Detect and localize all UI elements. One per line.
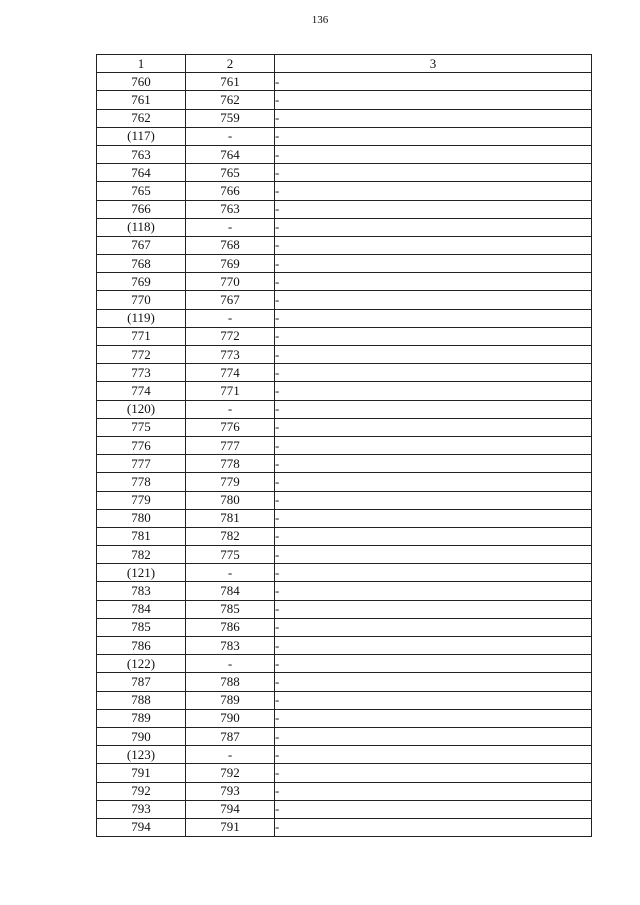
table-cell-col3: -	[275, 255, 592, 273]
table-cell-col1: 763	[97, 145, 186, 163]
table-cell-col3: -	[275, 218, 592, 236]
table-cell-col1: 779	[97, 491, 186, 509]
table-cell-col3: -	[275, 109, 592, 127]
table-cell-col1: 762	[97, 109, 186, 127]
table-cell-col2: 780	[186, 491, 275, 509]
table-cell-col1: 775	[97, 418, 186, 436]
table-cell-col2: 772	[186, 327, 275, 345]
table-cell-col1: 776	[97, 436, 186, 454]
table-cell-col1: (117)	[97, 127, 186, 145]
table-cell-col3: -	[275, 309, 592, 327]
table-cell-col2: 792	[186, 764, 275, 782]
table-cell-col1: 760	[97, 73, 186, 91]
table-cell-col1: 773	[97, 364, 186, 382]
table-cell-col1: 764	[97, 164, 186, 182]
table-cell-col1: (120)	[97, 400, 186, 418]
table-cell-col2: -	[186, 218, 275, 236]
table-row	[97, 455, 592, 473]
table-cell-col2: 769	[186, 255, 275, 273]
table-cell-col2: -	[186, 309, 275, 327]
table-cell-col3: -	[275, 145, 592, 163]
table-cell-col3: -	[275, 546, 592, 564]
table-row	[97, 218, 592, 236]
table-cell-col3: -	[275, 346, 592, 364]
table-cell-col3: -	[275, 673, 592, 691]
table-row	[97, 346, 592, 364]
table-row	[97, 655, 592, 673]
table-cell-col3: -	[275, 709, 592, 727]
table-cell-col1: 777	[97, 455, 186, 473]
table-row	[97, 273, 592, 291]
data-table	[96, 54, 592, 837]
table-cell-col2: -	[186, 400, 275, 418]
table-cell-col1: 774	[97, 382, 186, 400]
column-header-2: 2	[186, 55, 275, 73]
table-cell-col1: 789	[97, 709, 186, 727]
table-row	[97, 164, 592, 182]
table-cell-col2: 782	[186, 527, 275, 545]
table-cell-col1: (123)	[97, 746, 186, 764]
table-cell-col2: 789	[186, 691, 275, 709]
table-cell-col1: 766	[97, 200, 186, 218]
table-cell-col2: 784	[186, 582, 275, 600]
table-cell-col1: 783	[97, 582, 186, 600]
table-cell-col2: 762	[186, 91, 275, 109]
table-cell-col3: -	[275, 582, 592, 600]
table-cell-col2: 759	[186, 109, 275, 127]
table-cell-col3: -	[275, 655, 592, 673]
table-cell-col2: -	[186, 127, 275, 145]
table-row	[97, 145, 592, 163]
table-cell-col1: 765	[97, 182, 186, 200]
table-row	[97, 691, 592, 709]
table-row	[97, 709, 592, 727]
table-cell-col2: 779	[186, 473, 275, 491]
table-cell-col2: 767	[186, 291, 275, 309]
table-cell-col2: 776	[186, 418, 275, 436]
table-cell-col2: 786	[186, 618, 275, 636]
column-header-1: 1	[97, 55, 186, 73]
table-cell-col1: 781	[97, 527, 186, 545]
table-cell-col3: -	[275, 527, 592, 545]
table-cell-col2: 791	[186, 818, 275, 836]
table-cell-col1: 768	[97, 255, 186, 273]
table-cell-col1: 786	[97, 637, 186, 655]
table-cell-col3: -	[275, 746, 592, 764]
table-cell-col2: 761	[186, 73, 275, 91]
table-cell-col3: -	[275, 455, 592, 473]
table-row	[97, 818, 592, 836]
table-cell-col2: 775	[186, 546, 275, 564]
table-row	[97, 291, 592, 309]
table-cell-col1: (122)	[97, 655, 186, 673]
table-cell-col3: -	[275, 200, 592, 218]
table-row	[97, 127, 592, 145]
table-cell-col3: -	[275, 637, 592, 655]
table-cell-col3: -	[275, 364, 592, 382]
table-cell-col2: 768	[186, 236, 275, 254]
table-row	[97, 200, 592, 218]
table-row	[97, 327, 592, 345]
table-row	[97, 673, 592, 691]
table-cell-col3: -	[275, 291, 592, 309]
table-cell-col2: 793	[186, 782, 275, 800]
page-number: 136	[311, 14, 329, 26]
table-cell-col2: 788	[186, 673, 275, 691]
table-cell-col1: 770	[97, 291, 186, 309]
table-row	[97, 637, 592, 655]
table-row	[97, 364, 592, 382]
table-row	[97, 509, 592, 527]
table-cell-col1: 771	[97, 327, 186, 345]
table-row	[97, 727, 592, 745]
table-cell-col3: -	[275, 73, 592, 91]
table-row	[97, 527, 592, 545]
table-cell-col2: 766	[186, 182, 275, 200]
table-row	[97, 255, 592, 273]
table-cell-col2: 777	[186, 436, 275, 454]
table-cell-col3: -	[275, 473, 592, 491]
table-row	[97, 582, 592, 600]
table-row	[97, 564, 592, 582]
table-cell-col3: -	[275, 418, 592, 436]
table-row	[97, 309, 592, 327]
table-cell-col1: (119)	[97, 309, 186, 327]
table-row	[97, 618, 592, 636]
table-cell-col2: 765	[186, 164, 275, 182]
table-cell-col1: 793	[97, 800, 186, 818]
table-row	[97, 491, 592, 509]
table-row	[97, 800, 592, 818]
table-row	[97, 418, 592, 436]
table-row	[97, 73, 592, 91]
table-cell-col2: 785	[186, 600, 275, 618]
table-cell-col1: 785	[97, 618, 186, 636]
table-cell-col3: -	[275, 800, 592, 818]
table-row	[97, 182, 592, 200]
table-cell-col1: 787	[97, 673, 186, 691]
table-cell-col3: -	[275, 400, 592, 418]
table-cell-col3: -	[275, 182, 592, 200]
table-cell-col3: -	[275, 127, 592, 145]
table-cell-col3: -	[275, 564, 592, 582]
table-cell-col2: 764	[186, 145, 275, 163]
column-header-3: 3	[275, 55, 592, 73]
table-row	[97, 764, 592, 782]
table-row	[97, 91, 592, 109]
table-cell-col2: 790	[186, 709, 275, 727]
table-row	[97, 382, 592, 400]
table-cell-col1: 791	[97, 764, 186, 782]
table-cell-col1: 778	[97, 473, 186, 491]
table-cell-col2: 773	[186, 346, 275, 364]
table-cell-col2: 787	[186, 727, 275, 745]
table-cell-col3: -	[275, 600, 592, 618]
table-cell-col3: -	[275, 691, 592, 709]
table-row	[97, 400, 592, 418]
table-body	[97, 73, 592, 837]
table-cell-col2: -	[186, 564, 275, 582]
table-cell-col3: -	[275, 818, 592, 836]
table-cell-col3: -	[275, 727, 592, 745]
table-cell-col2: 771	[186, 382, 275, 400]
table-cell-col1: 782	[97, 546, 186, 564]
table-cell-col3: -	[275, 618, 592, 636]
table-cell-col1: 769	[97, 273, 186, 291]
table-cell-col1: (118)	[97, 218, 186, 236]
table-cell-col1: 772	[97, 346, 186, 364]
table-cell-col3: -	[275, 91, 592, 109]
table-cell-col3: -	[275, 273, 592, 291]
table-cell-col3: -	[275, 491, 592, 509]
table-cell-col2: 763	[186, 200, 275, 218]
table-cell-col2: -	[186, 655, 275, 673]
table-row	[97, 600, 592, 618]
table-cell-col1: 767	[97, 236, 186, 254]
table-row	[97, 473, 592, 491]
table-cell-col3: -	[275, 236, 592, 254]
table-cell-col1: 784	[97, 600, 186, 618]
table-cell-col2: 778	[186, 455, 275, 473]
table-cell-col3: -	[275, 782, 592, 800]
table-cell-col3: -	[275, 382, 592, 400]
table-cell-col3: -	[275, 764, 592, 782]
table-cell-col3: -	[275, 436, 592, 454]
table-row	[97, 746, 592, 764]
table-cell-col2: 783	[186, 637, 275, 655]
table-row	[97, 236, 592, 254]
table-cell-col1: 788	[97, 691, 186, 709]
table-cell-col3: -	[275, 164, 592, 182]
table-row	[97, 109, 592, 127]
table-header	[97, 55, 592, 73]
header-row	[97, 55, 592, 73]
table-cell-col3: -	[275, 327, 592, 345]
table-cell-col3: -	[275, 509, 592, 527]
table-row	[97, 436, 592, 454]
table-cell-col1: 790	[97, 727, 186, 745]
table-cell-col1: 792	[97, 782, 186, 800]
table-cell-col1: 780	[97, 509, 186, 527]
table-cell-col2: -	[186, 746, 275, 764]
table-cell-col1: 761	[97, 91, 186, 109]
table-cell-col1: 794	[97, 818, 186, 836]
table-cell-col2: 774	[186, 364, 275, 382]
table-cell-col1: (121)	[97, 564, 186, 582]
table-row	[97, 546, 592, 564]
table-row	[97, 782, 592, 800]
table-cell-col2: 781	[186, 509, 275, 527]
table-cell-col2: 794	[186, 800, 275, 818]
table-cell-col2: 770	[186, 273, 275, 291]
